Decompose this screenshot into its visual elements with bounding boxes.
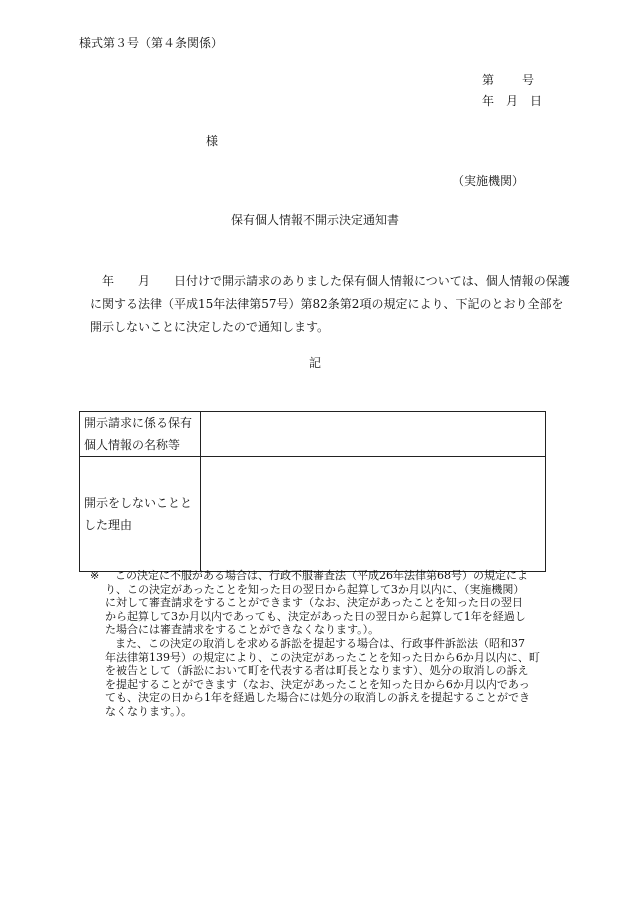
body-line: 開示しないことに決定したので通知します。 [90,320,330,334]
label-line: 個人情報の名称等 [84,438,181,452]
document-date: 年 月 日 [482,94,543,108]
document-number-dai: 第 [482,73,495,87]
reason-value[interactable] [201,457,546,572]
note-line: この決定に不服がある場合は、行政不服審査法（平成26年法律第68号）の規定によ [115,569,528,582]
document-title: 保有個人情報不開示決定通知書 [230,213,399,227]
label-line: 開示をしないことと [84,496,193,510]
document-number-go: 号 [522,73,535,87]
label-line: した理由 [84,518,133,532]
table-row [80,457,546,572]
document-number [482,71,534,88]
note-line: 年法律第139号）の規定により、この決定があったことを知った日から6か月以内に、町 [105,650,540,664]
notes-section [90,569,552,719]
body-line: 年 月 日付けで開示請求のありました保有個人情報については、個人情報の保護 [102,274,570,288]
note-line: り、この決定があったことを知った日の翌日から起算して3か月以内に、（実施機関） [105,582,525,596]
table-row [80,412,546,457]
note-paragraph-lawsuit [90,637,552,719]
note-line: また、この決定の取消しを求める訴訟を提起する場合は、行政事件訴訟法（昭和37 [115,636,525,650]
note-line: た場合には審査請求をすることができなくなります。）。 [105,623,380,637]
implementing-body: （実施機関） [452,174,525,188]
body-paragraph [90,270,570,339]
ki-heading: 記 [308,356,321,370]
note-line: を被告として（訴訟において町を代表する者は町長となります）、処分の取消しの訴え [105,664,529,678]
form-label: 様式第３号（第４条関係） [79,36,224,50]
note-mark: ※ [90,569,100,582]
note-line: に対して審査請求をすることができます（なお、決定があったことを知った日の翌日 [105,596,523,610]
note-line: なくなります。）。 [105,704,193,718]
reason-label [80,457,201,572]
addressee-suffix: 様 [206,134,219,148]
note-line: ても、決定の日から1年を経過した場合には処分の取消しの訴えを提起することができ [105,691,530,705]
label-line: 開示請求に係る保有 [84,416,193,430]
info-table [79,411,546,572]
info-name-label [80,412,201,457]
note-paragraph-appeal [90,569,552,637]
note-line: から起算して3か月以内であっても、決定があった日の翌日から起算して1年を経過し [105,609,526,623]
info-name-value[interactable] [201,412,546,457]
note-line: を提起することができます（なお、決定があったことを知った日から6か月以内であっ [105,677,530,691]
body-line: に関する法律（平成15年法律第57号）第82条第2項の規定により、下記のとおり全部を [90,297,564,311]
